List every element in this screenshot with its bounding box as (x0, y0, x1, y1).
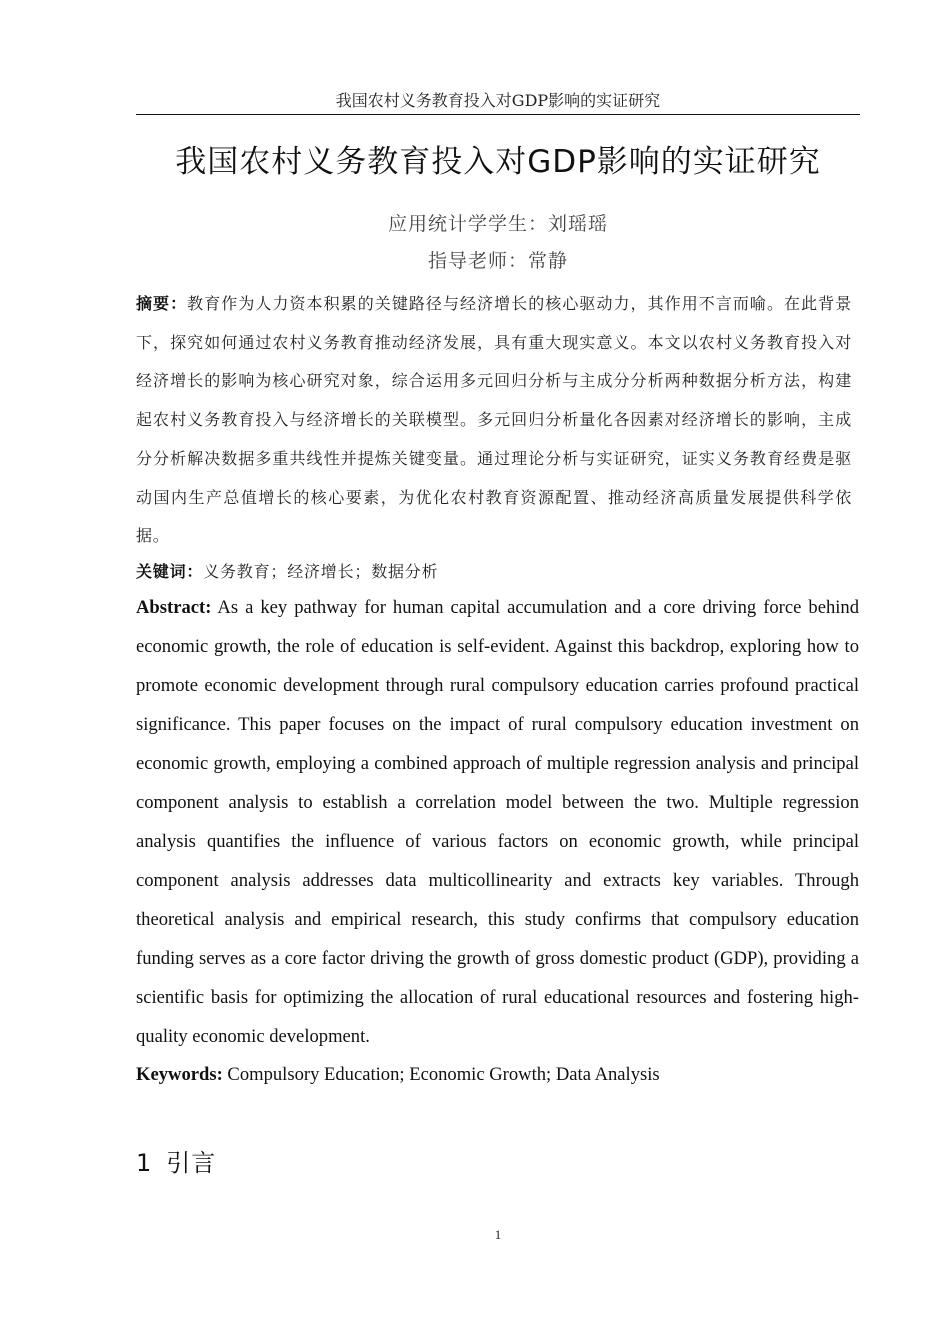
page-number: 1 (494, 1227, 502, 1242)
chinese-abstract (136, 285, 852, 556)
english-abstract-label: Abstract: (136, 597, 212, 618)
chinese-keywords-text: 义务教育；经济增长；数据分析 (203, 562, 439, 581)
advisor-line: 指导老师：常静 (427, 250, 568, 272)
chinese-keywords (136, 558, 852, 586)
english-abstract-text: As a key pathway for human capital accumulation and a core driving force behind economic growth, the role of education is self-evident. Against this backdrop, exploring how to promote economic development through rural compulsory education carries profound practical significance. This paper focuses on the impact of rural compulsory education investment on economic growth, employing a combined approach of multiple regression analysis and principal component analysis to establish a correlation model between the two. Multiple regression analysis quantifies the influence of various factors on economic growth, while principal component analysis addresses data multicollinearity and extracts key variables. Through theoretical analysis and empirical research, this study confirms that compulsory education funding serves as a core factor driving the growth of gross domestic product (GDP), providing a scientific basis for optimizing the allocation of rural educational resources and fostering high-quality economic development. (136, 597, 860, 1047)
english-keywords-text: Compulsory Education; Economic Growth; Data Analysis (227, 1064, 660, 1085)
chinese-abstract-label: 摘要： (136, 294, 188, 313)
running-header: 我国农村义务教育投入对GDP影响的实证研究 (335, 91, 661, 110)
section-title: 引言 (166, 1149, 217, 1177)
english-keywords-label: Keywords: (136, 1064, 223, 1085)
chinese-keywords-label: 关键词： (136, 562, 204, 581)
author-line: 应用统计学学生：刘瑶瑶 (387, 213, 608, 235)
chinese-abstract-text: 教育作为人力资本积累的关键路径与经济增长的核心驱动力，其作用不言而喻。在此背景下，探究如何通过农村义务教育推动经济发展，具有重大现实意义。本文以农村义务教育投入对经济增长的影响为核心研究对象，综合运用多元回归分析与主成分分析两种数据分析方法，构建起农村义务教育投入与经济增长的关联模型。多元回归分析量化各因素对经济增长的影响，主成分分析解决数据多重共线性并提炼关键变量。通过理论分析与实证研究，证实义务教育经费是驱动国内生产总值增长的核心要素，为优化农村教育资源配置、推动经济高质量发展提供科学依据。 (136, 294, 853, 546)
paper-title: 我国农村义务教育投入对GDP影响的实证研究 (175, 144, 821, 180)
section-number: 1 (136, 1149, 153, 1177)
english-keywords (136, 1061, 859, 1089)
english-abstract (136, 588, 859, 1056)
header-rule (136, 114, 860, 115)
section-heading (136, 1145, 216, 1181)
